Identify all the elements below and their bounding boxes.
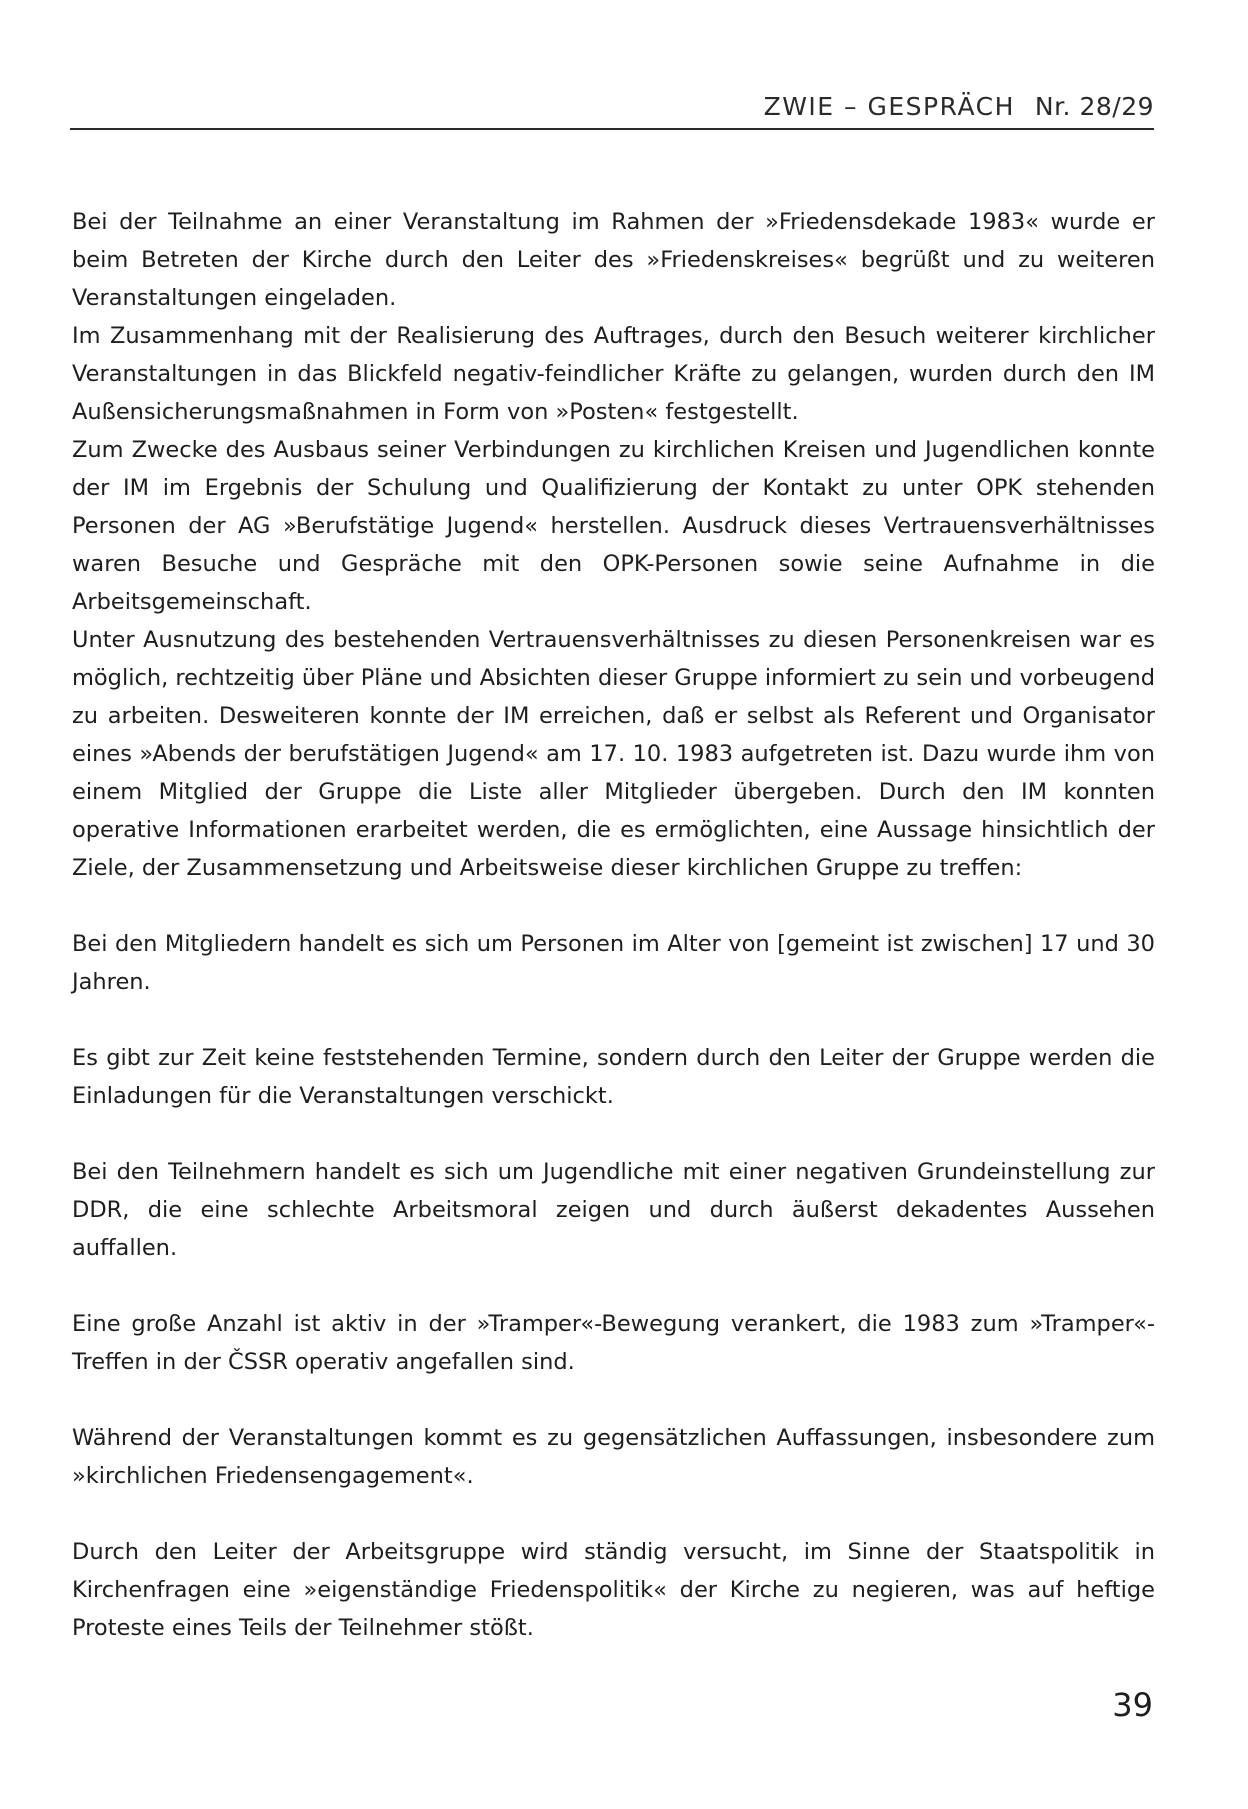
- issue-number: Nr. 28/29: [1034, 92, 1154, 121]
- paragraph: Bei den Mitgliedern handelt es sich um Personen im Alter von [gemeint ist zwischen] 17 und 30 Jahren.: [72, 931, 1155, 995]
- running-header: [70, 92, 1154, 121]
- header-rule: [70, 128, 1154, 130]
- paragraph: Im Zusammenhang mit der Realisierung des Auftrages, durch den Besuch weiterer kirchlicher Veranstaltungen in das Blickfeld negativ-feindlicher Kräfte zu gelangen, wurden durch den IM Außensicherungsmaßnahmen in Form von »Posten« festgestellt.: [72, 323, 1155, 425]
- paragraph: Eine große Anzahl ist aktiv in der »Tramper«-Bewegung verankert, die 1983 zum »Tramper«-Treffen in der ČSSR operativ angefallen sind.: [72, 1311, 1155, 1375]
- paragraph: Unter Ausnutzung des bestehenden Vertrauensverhältnisses zu diesen Personenkreisen war es möglich, rechtzeitig über Pläne und Absichten dieser Gruppe informiert zu sein und vorbeugend zu arbeiten. Desweiteren konnte der IM erreichen, daß er selbst als Referent und Organisator eines »Abends der berufstätigen Jugend« am 17. 10. 1983 aufgetreten ist. Dazu wurde ihm von einem Mitglied der Gruppe die Liste aller Mitglieder übergeben. Durch den IM konnten operative Informationen erarbeitet werden, die es ermöglichten, eine Aussage hinsichtlich der Ziele, der Zusammensetzung und Arbeitsweise dieser kirchlichen Gruppe zu treffen:: [72, 627, 1155, 881]
- paragraph: Es gibt zur Zeit keine feststehenden Termine, sondern durch den Leiter der Gruppe werden die Einladungen für die Veranstaltungen verschickt.: [72, 1045, 1155, 1109]
- paragraph: Bei den Teilnehmern handelt es sich um Jugendliche mit einer negativen Grundeinstellung zur DDR, die eine schlechte Arbeitsmoral zeigen und durch äußerst dekadentes Aussehen auffallen.: [72, 1159, 1155, 1261]
- page-number: 39: [1112, 1686, 1153, 1724]
- publication-title: ZWIE – GESPRÄCH: [763, 92, 1015, 121]
- paragraph: Bei der Teilnahme an einer Veranstaltung im Rahmen der »Friedensdekade 1983« wurde er beim Betreten der Kirche durch den Leiter des »Friedenskreises« begrüßt und zu weiteren Veranstaltungen eingeladen.: [72, 209, 1155, 311]
- paragraph: Zum Zwecke des Ausbaus seiner Verbindungen zu kirchlichen Kreisen und Jugendlichen konnte der IM im Ergebnis der Schulung und Qualifizierung der Kontakt zu unter OPK stehenden Personen der AG »Berufstätige Jugend« herstellen. Ausdruck dieses Vertrauensverhältnisses waren Besuche und Gespräche mit den OPK-Personen sowie seine Aufnahme in die Arbeitsgemeinschaft.: [72, 437, 1155, 615]
- paragraph: Während der Veranstaltungen kommt es zu gegensätzlichen Auffassungen, insbesondere zum »kirchlichen Friedensengagement«.: [72, 1425, 1155, 1489]
- paragraph: Durch den Leiter der Arbeitsgruppe wird ständig versucht, im Sinne der Staatspolitik in Kirchenfragen eine »eigenständige Friedenspolitik« der Kirche zu negieren, was auf heftige Proteste eines Teils der Teilnehmer stößt.: [72, 1539, 1155, 1641]
- body-text: [72, 203, 1155, 1647]
